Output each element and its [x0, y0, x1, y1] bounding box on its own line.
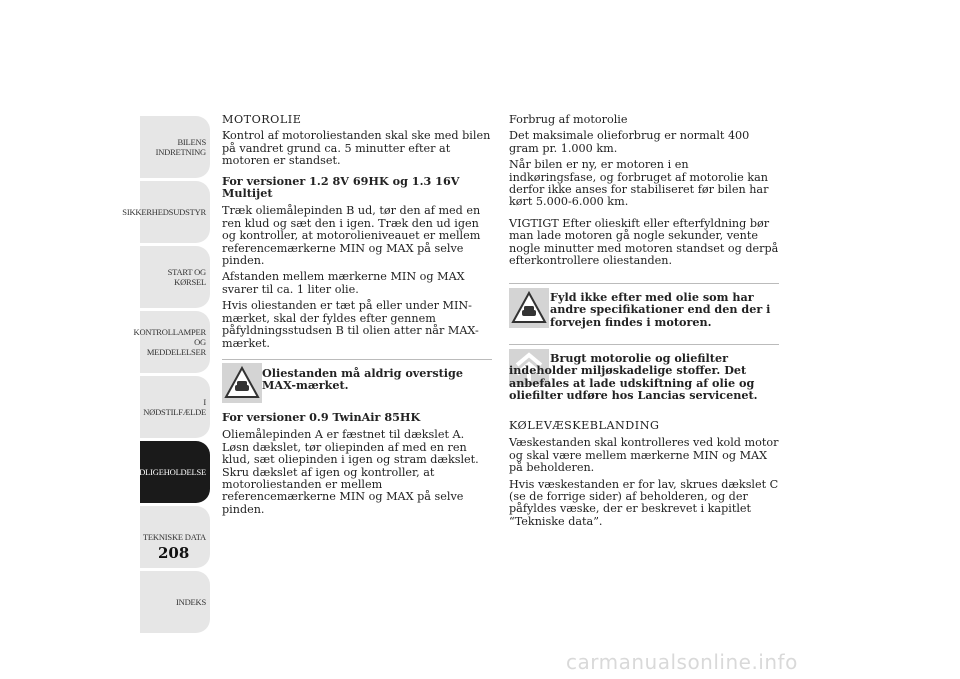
tab-bilens-indretning[interactable] — [140, 116, 210, 178]
subheading: For versioner 1.2 8V 69HK og 1.3 16V Multijet — [222, 173, 460, 201]
subheading: Forbrug af motorolie — [509, 113, 628, 126]
tab-kontrollamper[interactable] — [133, 311, 210, 373]
tab-label: SIKKERHEDSUDSTYR — [122, 207, 206, 217]
warning-text: Fyld ikke efter med olie som har andre specifikationer end den der i forvejen findes i motoren. — [550, 290, 771, 329]
tab-label: START OG KØRSEL — [167, 267, 206, 287]
tab-label: BILENS INDRETNING — [155, 137, 206, 157]
right-column-lower — [509, 420, 781, 528]
paragraph: VIGTIGT Efter olieskift eller efterfyldning bør man lade motoren gå nogle sekunder, vente nogle minutter med motoren standset og derpå efterkontrollere oliestanden. — [509, 216, 779, 268]
divider — [509, 344, 779, 345]
tab-label: INDEKS — [176, 597, 206, 607]
paragraph: Væskestanden skal kontrolleres ved kold motor og skal være mellem mærkerne MIN og MAX på beholderen. — [509, 436, 779, 475]
tab-label: VEDLIGEHOLDELSE — [128, 467, 206, 477]
tab-label: I NØDSTILFÆLDE — [143, 397, 206, 417]
left-column-lower — [222, 411, 492, 516]
paragraph: Hvis oliestanden er tæt på eller under MIN-mærket, skal der fyldes efter gennem påfyldningsstudsen B til olien atter når MAX-mærket. — [222, 299, 479, 350]
paragraph: Kontrol af motoroliestanden skal ske med bilen på vandret grund ca. 5 minutter efter at motoren er standset. — [222, 129, 491, 168]
tab-label: TEKNISKE DATA — [142, 532, 206, 542]
paragraph: Afstanden mellem mærkerne MIN og MAX svarer til ca. 1 liter olie. — [222, 270, 465, 296]
divider — [222, 359, 492, 360]
page-number: 208 — [158, 544, 190, 562]
car-oil-warning-icon — [509, 288, 549, 328]
paragraph: Træk oliemålepinden B ud, tør den af med en ren klud og sæt den i igen. Træk den ud igen og kontroller, at motorolieniveauet er mellem referencemærkerne MIN og MAX på selve pinden. — [222, 204, 481, 268]
environment-warning-text: Brugt motorolie og oliefilter indeholder miljøskadelige stoffer. Det anbefales at lade udskiftning af olie og oliefilter udføre hos Lancias servicenet. — [509, 351, 758, 403]
warning-text: Oliestanden må aldrig overstige MAX-mærket. — [262, 366, 463, 393]
right-column — [509, 114, 779, 267]
watermark-footer: carmanualsonline.info — [566, 650, 798, 674]
tab-vedligeholdelse[interactable] — [128, 441, 210, 503]
tab-indeks[interactable] — [140, 571, 210, 633]
left-column — [222, 114, 492, 350]
divider — [509, 283, 779, 284]
tab-start-og-korsel[interactable] — [140, 246, 210, 308]
tab-label: KONTROLLAMPER OG MEDDELELSER — [133, 327, 206, 357]
paragraph: Det maksimale olieforbrug er normalt 400 gram pr. 1.000 km. — [509, 129, 750, 155]
paragraph: Hvis væskestanden er for lav, skrues dækslet C (se de forrige sider) af beholderen, og der påfyldes væske, der er beskrevet i kapitlet “Tekniske data”. — [509, 477, 779, 528]
tab-sikkerhedsudstyr[interactable] — [122, 181, 210, 243]
car-oil-warning-icon — [222, 363, 262, 403]
section-title: KØLEVÆSKEBLANDING — [509, 419, 660, 432]
tab-i-nodstilfaelde[interactable] — [140, 376, 210, 438]
section-title: MOTOROLIE — [222, 113, 302, 126]
paragraph: Oliemålepinden A er fæstnet til dækslet A. Løsn dækslet, tør oliepinden af med en ren klud, sæt oliepinden i igen og stram dækslet. Skru dækslet af igen og kontroller, at motoroliestanden er mellem referencemærkerne MIN og MAX på selve pinden. — [222, 428, 479, 516]
subheading: For versioner 0.9 TwinAir 85HK — [222, 410, 421, 424]
paragraph: Når bilen er ny, er motoren i en indkøringsfase, og forbruget af motorolie kan derfor ikke anses for stabiliseret før bilen har kørt 5.000-6.000 km. — [509, 158, 769, 209]
